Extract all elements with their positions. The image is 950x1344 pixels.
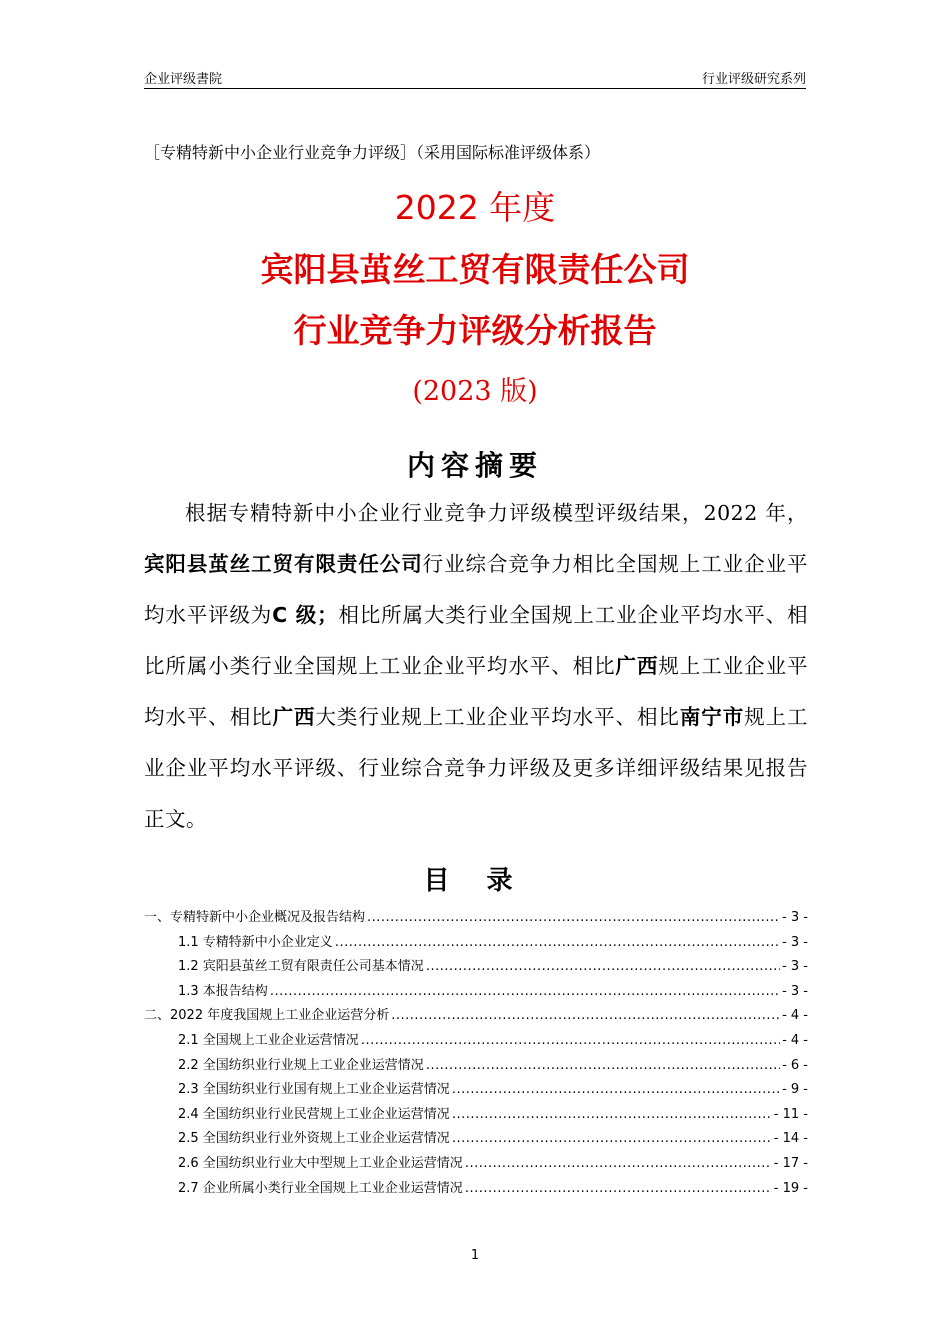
toc-leader <box>335 935 780 950</box>
summary-text-4: 规上工业企业平均水平、相比 <box>144 654 809 729</box>
toc-entry[interactable] <box>144 1103 808 1128</box>
toc-entry-label: 1.1 专精特新中小企业定义 <box>178 934 333 950</box>
toc-entry[interactable] <box>144 1054 808 1079</box>
summary-text-5: 大类行业规上工业企业平均水平、相比 <box>315 705 680 729</box>
toc-entry[interactable] <box>144 1177 808 1202</box>
summary-company: 宾阳县茧丝工贸有限责任公司 <box>144 552 423 576</box>
toc-entry-page: - 3 - <box>782 910 808 925</box>
toc-leader <box>465 1156 772 1171</box>
toc-entry[interactable] <box>144 1152 808 1177</box>
summary-region-2: 广西 <box>272 705 316 729</box>
toc-entry-page: - 9 - <box>782 1082 808 1098</box>
toc-entry[interactable] <box>144 1004 808 1029</box>
toc-entry-label: 1.2 宾阳县茧丝工贸有限责任公司基本情况 <box>178 959 424 975</box>
summary-region-1: 广西 <box>615 654 659 678</box>
header-right: 行业评级研究系列 <box>701 72 806 87</box>
toc-leader <box>367 910 780 925</box>
summary-text-3: 相比所属大类行业全国规上工业企业平均水平、相比所属小类行业全国规上工业企业平均水平、相比 <box>144 603 809 678</box>
toc-entry[interactable] <box>144 1127 808 1152</box>
header-left: 企业评级書院 <box>144 72 223 87</box>
toc-entry-page: - 19 - <box>773 1180 808 1196</box>
toc-heading: 目 录 <box>423 866 527 896</box>
toc-entry[interactable] <box>144 1029 808 1054</box>
summary-text-2: 行业综合竞争力相比全国规上工业企业平均水平评级为 <box>144 552 809 627</box>
toc-entry[interactable] <box>144 906 808 931</box>
toc-entry-page: - 4 - <box>782 1008 808 1024</box>
report-subtitle: ［专精特新中小企业行业竞争力评级］（采用国际标准评级体系） <box>144 143 601 162</box>
page-header <box>144 66 806 89</box>
toc-entry[interactable] <box>144 931 808 956</box>
title-report: 行业竞争力评级分析报告 <box>293 311 657 350</box>
toc-entry[interactable] <box>144 955 808 980</box>
toc-entry-page: - 17 - <box>773 1155 808 1171</box>
title-company: 宾阳县茧丝工贸有限责任公司 <box>260 250 690 289</box>
summary-text-1: 根据专精特新中小企业行业竞争力评级模型评级结果，2022 年， <box>185 501 808 525</box>
summary-city: 南宁市 <box>679 705 745 729</box>
toc-entry-page: - 3 - <box>782 934 808 950</box>
toc-entry-label: 1.3 本报告结构 <box>178 983 268 999</box>
toc-leader <box>426 1058 780 1073</box>
toc-entry-label: 一、专精特新中小企业概况及报告结构 <box>144 910 366 925</box>
toc-entry-label: 2.5 全国纺织业行业外资规上工业企业运营情况 <box>178 1131 450 1147</box>
toc-entry-page: - 14 - <box>773 1131 808 1147</box>
toc-entry-label: 2.6 全国纺织业行业大中型规上工业企业运营情况 <box>178 1155 463 1171</box>
toc-entry-page: - 3 - <box>782 983 808 999</box>
toc-entry-label: 2.3 全国纺织业行业国有规上工业企业运营情况 <box>178 1082 450 1098</box>
summary-text-6: 规上工业企业平均水平评级、行业综合竞争力评级及更多详细评级结果见报告正文。 <box>144 705 809 831</box>
toc-entry-label: 2.4 全国纺织业行业民营规上工业企业运营情况 <box>178 1106 450 1122</box>
toc-entry-page: - 4 - <box>782 1032 808 1048</box>
toc-entry-page: - 11 - <box>773 1106 808 1122</box>
toc-entry[interactable] <box>144 1078 808 1103</box>
toc-entry-page: - 6 - <box>782 1057 808 1073</box>
summary-paragraph <box>144 488 808 845</box>
toc-leader <box>452 1107 772 1122</box>
toc-entry-label: 2.2 全国纺织业行业规上工业企业运营情况 <box>178 1057 424 1073</box>
toc-entry[interactable] <box>144 980 808 1005</box>
page-number: 1 <box>470 1248 480 1263</box>
table-of-contents <box>144 906 808 1201</box>
toc-leader <box>452 1131 772 1146</box>
toc-leader <box>361 1033 780 1048</box>
toc-entry-label: 二、2022 年度我国规上工业企业运营分析 <box>144 1008 390 1024</box>
title-edition: (2023 版) <box>412 376 538 407</box>
toc-entry-label: 2.7 企业所属小类行业全国规上工业企业运营情况 <box>178 1180 463 1196</box>
toc-leader <box>465 1181 772 1196</box>
toc-entry-label: 2.1 全国规上工业企业运营情况 <box>178 1032 359 1048</box>
toc-leader <box>426 959 780 974</box>
summary-grade: C 级； <box>272 603 339 627</box>
toc-leader <box>452 1082 780 1097</box>
toc-entry-page: - 3 - <box>782 959 808 975</box>
summary-heading: 内容摘要 <box>406 449 543 482</box>
title-year: 2022 年度 <box>394 188 556 227</box>
toc-leader <box>391 1008 780 1023</box>
toc-leader <box>270 984 780 999</box>
